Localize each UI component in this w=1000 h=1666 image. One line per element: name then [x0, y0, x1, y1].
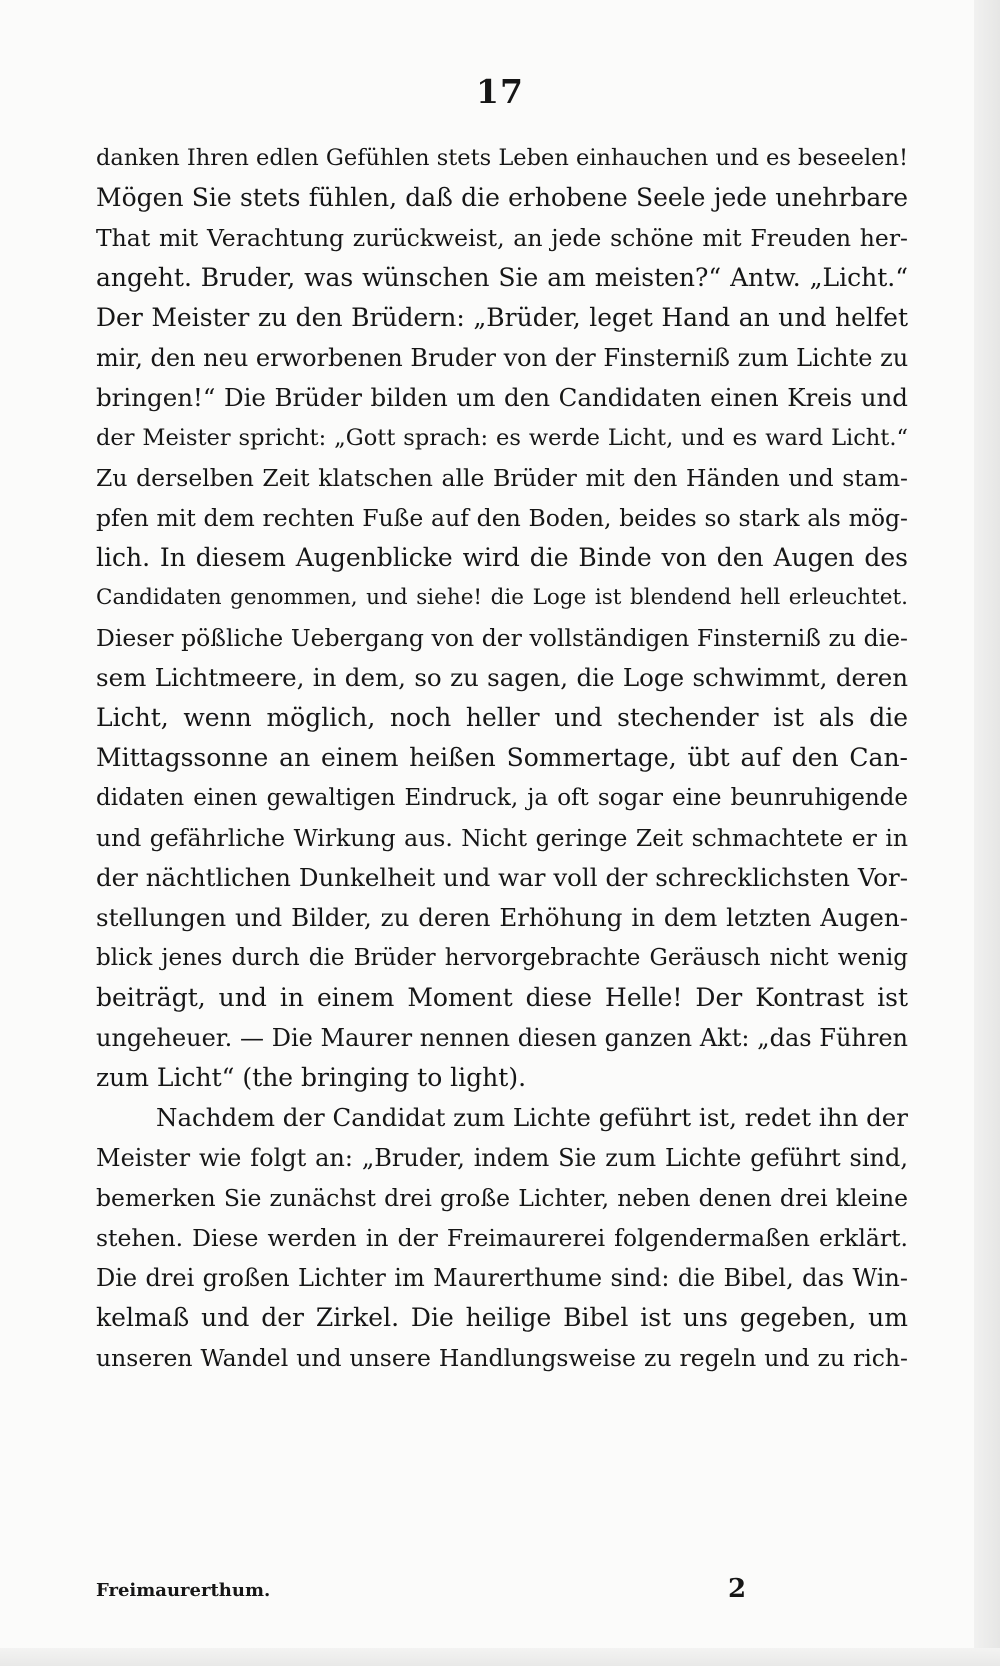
text-line: That mit Verachtung zurückweist, an jede schöne mit Freuden her- [96, 224, 908, 252]
text-line: Die drei großen Lichter im Maurerthume sind: die Bibel, das Win- [96, 1264, 908, 1292]
text-line: unseren Wandel und unsere Handlungsweise zu regeln und zu rich- [96, 1344, 908, 1372]
text-line: Der Meister zu den Brüdern: „Brüder, leget Hand an und helfet [96, 303, 908, 332]
text-line: Dieser pößliche Uebergang von der vollständigen Finsterniß zu die- [96, 624, 908, 652]
text-line: der nächtlichen Dunkelheit und war voll der schrecklichsten Vor- [96, 863, 908, 892]
sheet-number: 2 [728, 1574, 747, 1604]
text-line: danken Ihren edlen Gefühlen stets Leben einhauchen und es beseelen! [96, 145, 908, 171]
text-line: pfen mit dem rechten Fuße auf den Boden, beides so stark als mög- [96, 504, 908, 532]
signature-mark: Freimaurerthum. [96, 1580, 271, 1601]
text-line: zum Licht“ (the bringing to light). [96, 1063, 527, 1092]
text-line: und gefährliche Wirkung aus. Nicht geringe Zeit schmachtete er in [96, 824, 908, 852]
text-line: der Meister spricht: „Gott sprach: es werde Licht, und es ward Licht.“ [96, 425, 908, 451]
page-edge-shadow [974, 0, 1000, 1666]
text-line: stellungen und Bilder, zu deren Erhöhung in dem letzten Augen- [96, 903, 908, 932]
page-number: 17 [476, 72, 524, 111]
text-line: Nachdem der Candidat zum Lichte geführt ist, redet ihn der [156, 1103, 908, 1132]
text-line: angeht. Bruder, was wünschen Sie am meisten?“ Antw. „Licht.“ [96, 263, 908, 292]
text-line: Candidaten genommen, und siehe! die Loge ist blendend hell erleuchtet. [96, 585, 908, 610]
text-line: didaten einen gewaltigen Eindruck, ja oft sogar eine beunruhigende [96, 785, 908, 811]
text-line: bringen!“ Die Brüder bilden um den Candidaten einen Kreis und [96, 383, 908, 412]
text-line: mir, den neu erworbenen Bruder von der Finsterniß zum Lichte zu [96, 344, 908, 372]
page-bottom-edge [0, 1648, 1000, 1666]
text-line: beiträgt, und in einem Moment diese Helle! Der Kontrast ist [96, 983, 908, 1012]
text-line: lich. In diesem Augenblicke wird die Binde von den Augen des [96, 543, 908, 572]
text-line: Meister wie folgt an: „Bruder, indem Sie zum Lichte geführt sind, [96, 1144, 908, 1172]
text-line: Zu derselben Zeit klatschen alle Brüder mit den Händen und stam- [96, 464, 908, 492]
text-line: blick jenes durch die Brüder hervorgebrachte Geräusch nicht wenig [96, 945, 908, 971]
text-line: bemerken Sie zunächst drei große Lichter, neben denen drei kleine [96, 1184, 908, 1212]
page-footer [96, 1574, 908, 1610]
text-line: Mittagssonne an einem heißen Sommertage, übt auf den Can- [96, 743, 908, 772]
text-line: ungeheuer. — Die Maurer nennen diesen ganzen Akt: „das Führen [96, 1024, 908, 1052]
text-line: kelmaß und der Zirkel. Die heilige Bibel ist uns gegeben, um [96, 1303, 908, 1332]
text-line: sem Lichtmeere, in dem, so zu sagen, die Loge schwimmt, deren [96, 663, 908, 692]
text-line: Licht, wenn möglich, noch heller und stechender ist als die [96, 703, 908, 732]
text-line: stehen. Diese werden in der Freimaurerei folgendermaßen erklärt. [96, 1224, 908, 1252]
text-line: Mögen Sie stets fühlen, daß die erhobene Seele jede unehrbare [96, 183, 908, 212]
body-text [96, 138, 908, 1378]
